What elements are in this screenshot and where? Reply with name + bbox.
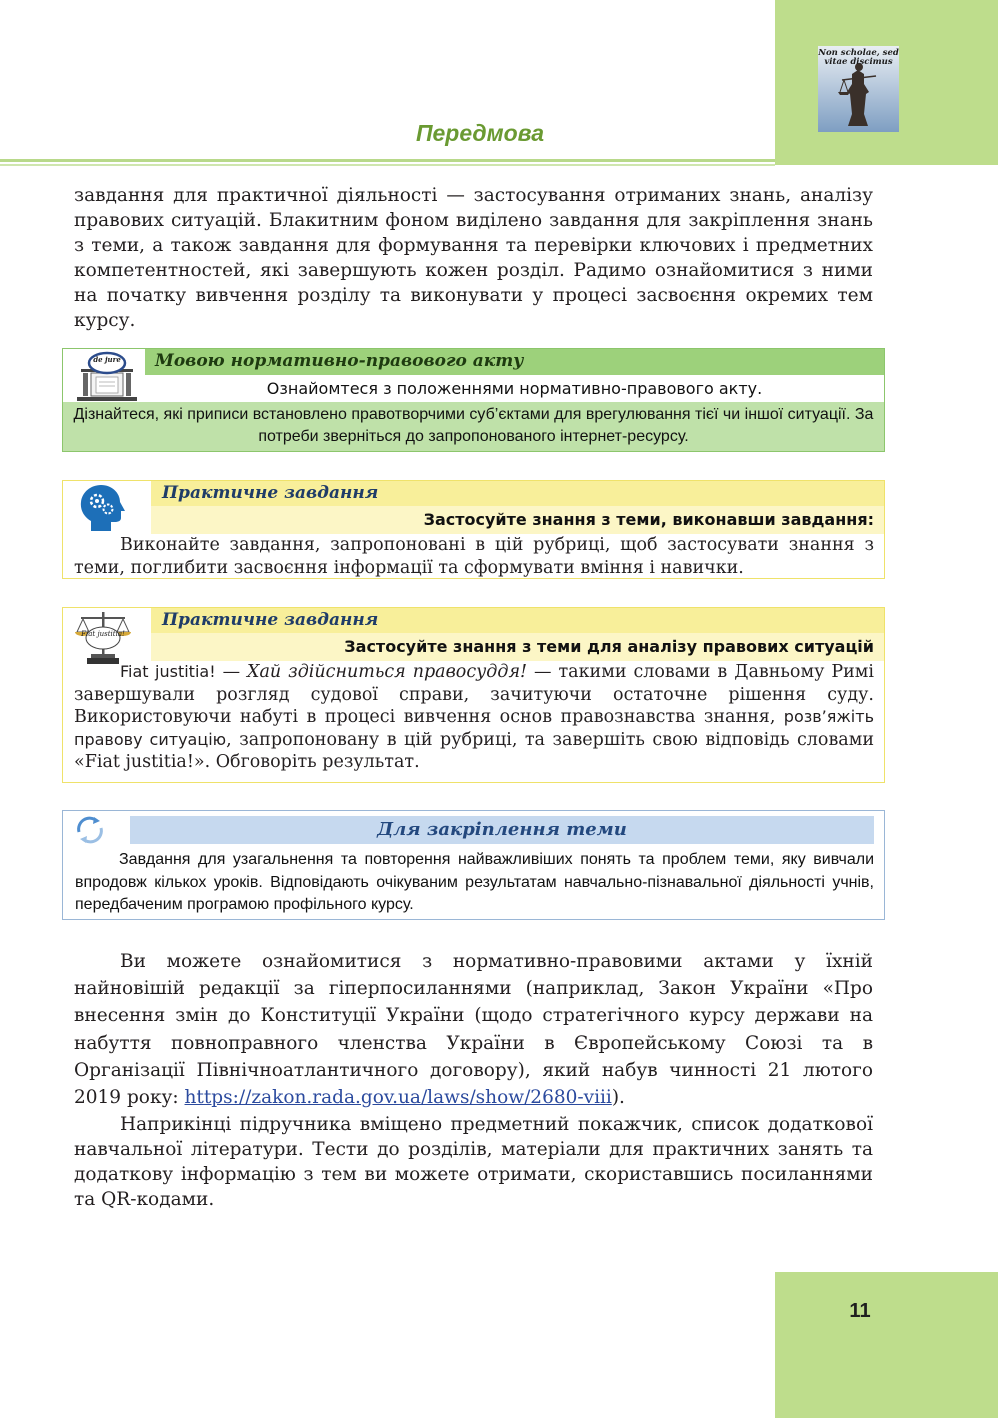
footer-side-panel [775,1272,998,1418]
practice-task-header [151,481,884,506]
body-text: — такими словами в Давньому Римі завершували розгляд судової справи, зачитуючи остаточне рішення суду. Використовуючи набуті в процесі вивчення основ правознавства знання, [74,662,874,727]
consolidation-heading: Для закріплення теми [130,816,874,844]
closing-paragraph-2: Наприкінці підручника вміщено предметний покажчик, список додаткової навчальної літератури. Тести до розділів, матеріали для практичних занять та додаткову інформацію з тем ви можете отримати, скориставшись посиланнями та QR-кодами. [74,1114,873,1210]
scales-icon [73,608,133,666]
consolidation-box [62,810,885,920]
page-number: 11 [849,1300,871,1322]
legal-act-header [145,349,884,375]
legal-act-subheading: Ознайомтеся з положеннями нормативно-правового акту. [266,379,763,398]
practice-task-body: Виконайте завдання, запропоновані в цій рубриці, щоб застосувати знання з теми, поглибити засвоєння інформації та сформувати вміння і навички. [74,535,874,578]
legal-act-heading: Мовою нормативно-правового акту [155,351,524,371]
practice-task-heading: Практичне завдання [162,483,379,503]
icon-caption: Fiat justitia! [81,630,125,638]
head-gears-icon [77,483,129,533]
closing-paragraph-1 [74,948,873,1111]
header-rule-thin [0,164,775,166]
legal-situation-body [74,661,874,774]
practice-task-subheading: Застосуйте знання з теми, виконавши завдання: [151,506,884,534]
legal-situation-subheading: Застосуйте знання з теми для аналізу правових ситуацій [151,633,884,661]
consolidation-body: Завдання для узагальнення та повторення найважливіших понять та проблем теми, яку вивчали впродовж кількох уроків. Відповідають очікуваним результатам навчально-пізнавальної діяльності учнів, передбаченим програмою профільного курсу. [75,851,874,913]
practice-task-box [62,480,885,579]
legal-act-body: Дізнайтеся, які приписи встановлено правотворчими суб’єктами для врегулювання тієї чи іншої ситуації. За потреби зверніться до запропонованого інтернет-ресурсу. [63,402,884,451]
closing-text: Ви можете ознайомитися з нормативно-правовими актами у їхній найновішій редакції за гіперпосиланнями (наприклад, Закон України «Про внесення змін до Конституції України (щодо стратегічного курсу держави на набуття повноправного членства України в Європейському Союзі та в Організації Північноатлантичного договору), який набув чинності 21 лютого 2019 року: [74,951,873,1109]
icon-caption: de jure [93,355,121,364]
body-text-end: , запропоновану в цій рубриці, та завершіть свою відповідь словами «Fiat justitia!». Обговоріть результат. [74,729,875,772]
header-rule [0,159,775,162]
legal-situation-box [62,607,885,783]
legal-act-box [62,348,885,452]
law-hyperlink[interactable]: https://zakon.rada.gov.ua/laws/show/2680-viii [184,1087,612,1109]
logo-motto: Non scholae, sed vitae discimus [818,48,899,67]
courthouse-icon [73,351,141,403]
closing-text-end: ). [611,1087,625,1109]
legal-situation-heading: Практичне завдання [162,610,379,630]
translation: Хай здійсниться правосуддя! [247,662,528,682]
refresh-arrows-icon [73,814,107,846]
emphasis-text: розв’яжіть правову ситуацію [74,707,874,749]
legal-situation-header [151,608,884,633]
latin-phrase: Fiat justitia! [120,662,216,681]
dash: — [215,662,248,682]
page-title: Передмова [415,120,545,146]
intro-paragraph: завдання для практичної діяльності — застосування отриманих знань, аналізу правових ситуацій. Блакитним фоном виділено завдання для закріплення знань з теми, а також завдання для формування та перевірки ключових і предметних компетентностей, які завершують кожен розділ. Радимо ознайомитися з ними на початку вивчення розділу та виконувати у процесі засвоєння окремих тем курсу. [74,185,873,331]
